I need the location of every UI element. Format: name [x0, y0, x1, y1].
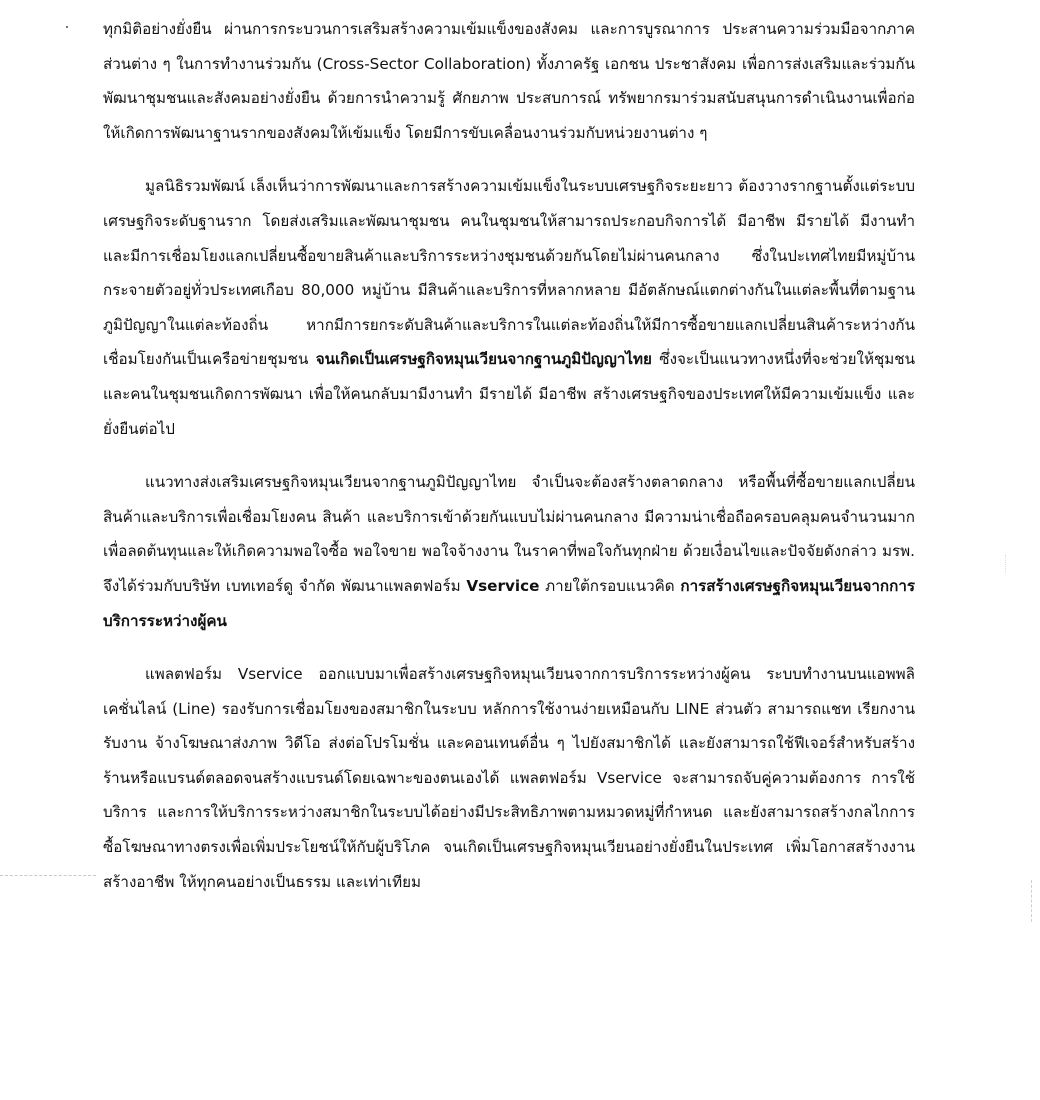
paragraph-3-text-a: แนวทางส่งเสริมเศรษฐกิจหมุนเวียนจากฐานภูมิปัญญาไทย จำเป็นจะต้องสร้างตลาดกลาง หรือพื้นที่ซื้อขายแลกเปลี่ยนสินค้าและบริการเพื่อเชื่อมโยงคน สินค้า และบริการเข้าด้วยกันแบบไม่ผ่านคนกลาง มีความน่าเชื่อถือครอบคลุมคนจำนวนมาก เพื่อลดต้นทุนและให้เกิดความพอใจซื้อ พอใจขาย พอใจจ้างงาน ในราคาที่พอใจกันทุกฝ่าย ด้วยเงื่อนไขและปัจจัยดังกล่าว มรพ. จึงได้ร่วมกับบริษัท เบทเทอร์ดู จำกัด พัฒนาแพลตฟอร์ม	[103, 473, 915, 595]
paragraph-3-bold-concept: การสร้างเศรษฐกิจหมุนเวียนจากการบริการระหว่างผู้คน	[103, 576, 916, 630]
paragraph-3	[103, 465, 915, 638]
paragraph-3-bold-vservice: Vservice	[466, 576, 540, 595]
paragraph-2-text-a: มูลนิธิรวมพัฒน์ เล็งเห็นว่าการพัฒนาและการสร้างความเข้มแข็งในระบบเศรษฐกิจระยะยาว ต้องวางรากฐานตั้งแต่ระบบเศรษฐกิจระดับฐานราก โดยส่งเสริมและพัฒนาชุมชน คนในชุมชนให้สามารถประกอบกิจการได้ มีอาชีพ มีรายได้ มีงานทำ และมีการเชื่อมโยงแลกเปลี่ยนซื้อขายสินค้าและบริการระหว่างชุมชนด้วยกันโดยไม่ผ่านคนกลาง ซึ่งในปะเทศไทยมีหมู่บ้านกระจายตัวอยู่ทั่วประเทศเกือบ 80,000 หมู่บ้าน มีสินค้าและบริการที่หลากหลาย มีอัตลักษณ์แตกต่างกันในแต่ละพื้นที่ตามฐานภูมิปัญญาในแต่ละท้องถิ่น หากมีการยกระดับสินค้าและบริการในแต่ละท้องถิ่นให้มีการซื้อขายแลกเปลี่ยนสินค้าระหว่างกัน เชื่อมโยงกันเป็นเครือข่ายชุมชน	[103, 177, 915, 369]
scan-edge-tick-upper	[1005, 555, 1006, 573]
paragraph-2-bold-phrase: จนเกิดเป็นเศรษฐกิจหมุนเวียนจากฐานภูมิปัญญาไทย	[315, 350, 652, 369]
scan-dashed-line	[0, 875, 96, 876]
scan-dot-mark	[66, 26, 68, 28]
paragraph-2	[103, 169, 915, 446]
document-page	[103, 12, 915, 918]
paragraph-4: แพลตฟอร์ม Vservice ออกแบบมาเพื่อสร้างเศรษฐกิจหมุนเวียนจากการบริการระหว่างผู้คน ระบบทำงานบนแอพพลิเคชั่นไลน์ (Line) รองรับการเชื่อมโยงของสมาชิกในระบบ หลักการใช้งานง่ายเหมือนกับ LINE ส่วนตัว สามารถแชท เรียกงาน รับงาน จ้างโฆษณาส่งภาพ วิดีโอ ส่งต่อโปรโมชั่น และคอนเทนต์อื่น ๆ ไปยังสมาชิกได้ และยังสามารถใช้ฟีเจอร์สำหรับสร้างร้านหรือแบรนด์ตลอดจนสร้างแบรนด์โดยเฉพาะของตนเองได้ แพลตฟอร์ม Vservice จะสามารถจับคู่ความต้องการ การใช้บริการ และการให้บริการระหว่างสมาชิกในระบบได้อย่างมีประสิทธิภาพตามหมวดหมู่ที่กำหนด และยังสามารถสร้างกลไกการซื้อโฆษณาทางตรงเพื่อเพิ่มประโยชน์ให้กับผู้บริโภค จนเกิดเป็นเศรษฐกิจหมุนเวียนอย่างยั่งยืนในประเทศ เพิ่มโอกาสสร้างงาน สร้างอาชีพ ให้ทุกคนอย่างเป็นธรรม และเท่าเทียม	[103, 665, 915, 891]
paragraph-3-text-b: ภายใต้กรอบแนวคิด	[545, 576, 675, 595]
scan-edge-tick	[1031, 880, 1032, 922]
paragraph-1: ทุกมิติอย่างยั่งยืน ผ่านการกระบวนการเสริมสร้างความเข้มแข็งของสังคม และการบูรณาการ ประสานความร่วมมือจากภาคส่วนต่าง ๆ ในการทำงานร่วมกัน (Cross-Sector Collaboration) ทั้งภาครัฐ เอกชน ประชาสังคม เพื่อการส่งเสริมและร่วมกันพัฒนาชุมชนและสังคมอย่างยั่งยืน ด้วยการนำความรู้ ศักยภาพ ประสบการณ์ ทรัพยากรมาร่วมสนับสนุนการดำเนินงานเพื่อก่อให้เกิดการพัฒนาฐานรากของสังคมให้เข้มแข็ง โดยมีการขับเคลื่อนงานร่วมกับหน่วยงานต่าง ๆ	[103, 20, 915, 142]
paragraph-2-text-b: ซึ่งจะเป็นแนวทางหนึ่งที่จะช่วยให้ชุมชนและคนในชุมชนเกิดการพัฒนา เพื่อให้คนกลับมามีงานทำ มีรายได้ มีอาชีพ สร้างเศรษฐกิจของประเทศให้มีความเข้มแข็ง และยั่งยืนต่อไป	[103, 350, 915, 438]
